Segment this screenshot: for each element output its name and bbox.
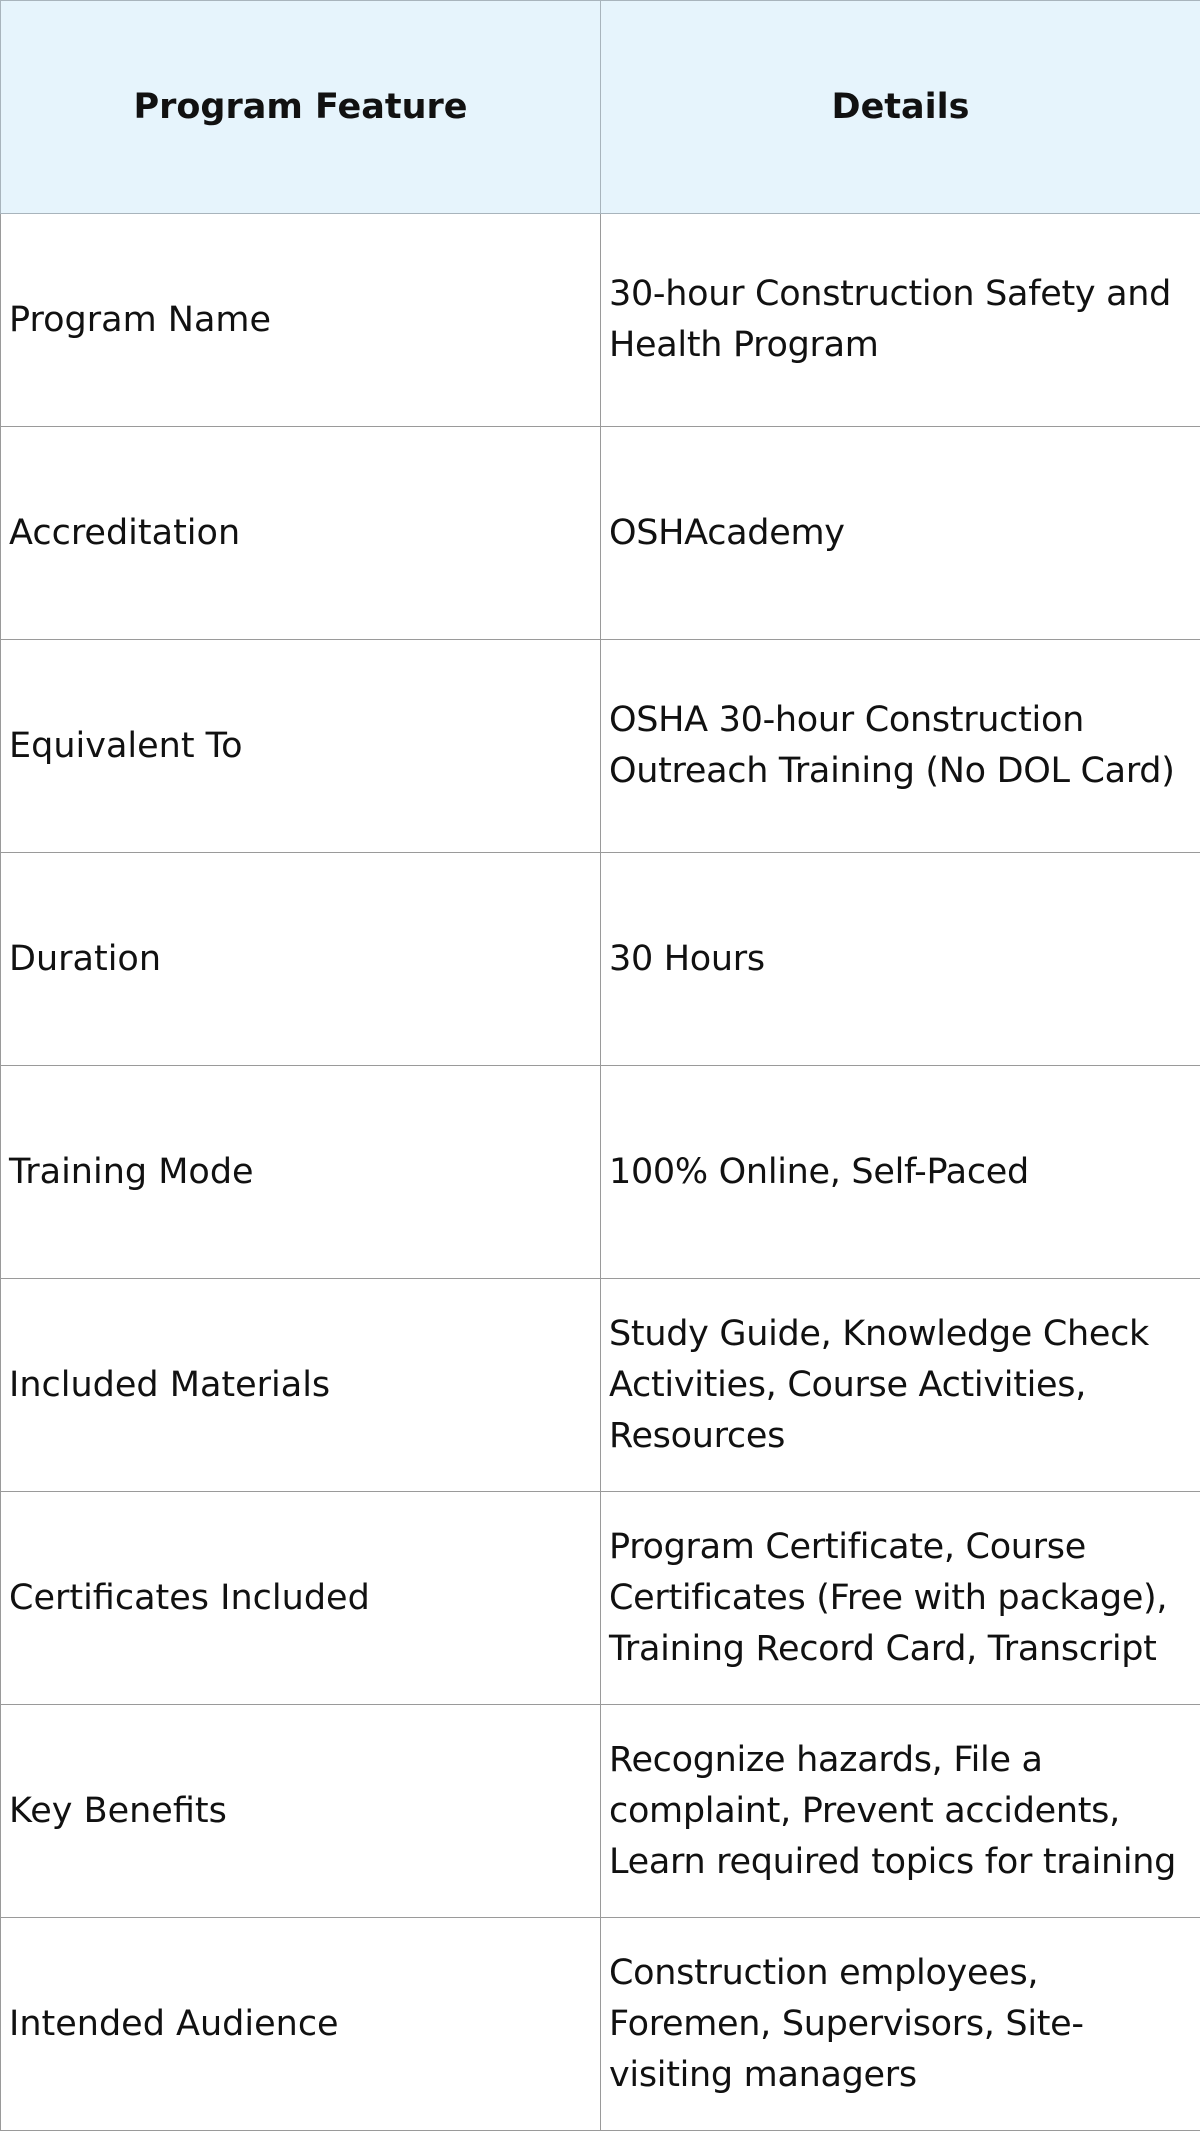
- details-cell: 30 Hours: [601, 853, 1200, 1066]
- feature-cell: Program Name: [1, 214, 601, 427]
- table-body: [1, 214, 1200, 2131]
- feature-cell: Certificates Included: [1, 1492, 601, 1705]
- table-row: [1, 427, 1200, 640]
- table-row: [1, 1492, 1200, 1705]
- details-cell: 100% Online, Self-Paced: [601, 1066, 1200, 1279]
- feature-cell: Equivalent To: [1, 640, 601, 853]
- table-row: [1, 1918, 1200, 2131]
- feature-cell: Intended Audience: [1, 1918, 601, 2131]
- feature-cell: Duration: [1, 853, 601, 1066]
- details-cell: Study Guide, Knowledge Check Activities, Course Activities, Resources: [601, 1279, 1200, 1492]
- feature-cell: Included Materials: [1, 1279, 601, 1492]
- feature-cell: Training Mode: [1, 1066, 601, 1279]
- header-program-feature: Program Feature: [1, 1, 601, 214]
- table-header: [1, 1, 1200, 214]
- table-row: [1, 214, 1200, 427]
- table-row: [1, 853, 1200, 1066]
- feature-cell: Accreditation: [1, 427, 601, 640]
- details-cell: OSHA 30-hour Construction Outreach Training (No DOL Card): [601, 640, 1200, 853]
- table-row: [1, 1066, 1200, 1279]
- feature-cell: Key Benefits: [1, 1705, 601, 1918]
- table-row: [1, 1279, 1200, 1492]
- table-row: [1, 1705, 1200, 1918]
- details-cell: 30-hour Construction Safety and Health Program: [601, 214, 1200, 427]
- details-cell: Program Certificate, Course Certificates (Free with package), Training Record Card, Transcript: [601, 1492, 1200, 1705]
- header-details: Details: [601, 1, 1200, 214]
- details-cell: Recognize hazards, File a complaint, Prevent accidents, Learn required topics for training: [601, 1705, 1200, 1918]
- details-cell: OSHAcademy: [601, 427, 1200, 640]
- table-row: [1, 640, 1200, 853]
- details-cell: Construction employees, Foremen, Supervisors, Site-visiting managers: [601, 1918, 1200, 2131]
- header-row: [1, 1, 1200, 214]
